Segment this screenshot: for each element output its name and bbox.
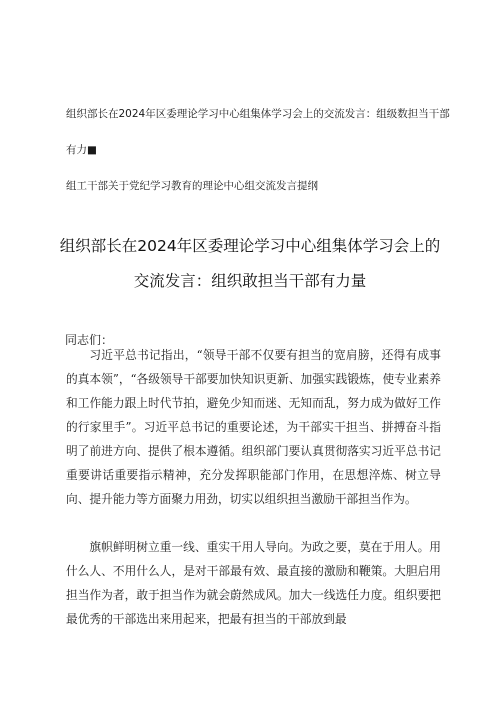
toc-entry-1-line-2[interactable]: 有力■ <box>66 144 97 156</box>
body-paragraph-2: 旗帜鲜明树立重一线、重实干用人导向。为政之要，莫在于用人。用什么人、不用什么人，是对干部最有效、最直接的激励和鞭策。大胆启用担当作为者，敢于担当作为就会蔚然成风。加大一线选任力度。组织要把最优秀的干部选出来用起来，把最有担当的干部放到最 <box>66 540 441 626</box>
body-paragraph-1: 习近平总书记指出，“领导干部不仅要有担当的宽肩膀，还得有成事的真本领”，“各级领导干部要加快知识更新、加强实践锻炼，使专业素养和工作能力跟上时代节拍，避免少知而迷、无知而乱，努力成为做好工作的行家里手”。习近平总书记的重要论述，为干部实干担当、拼搏奋斗指明了前进方向、提供了根本遵循。组织部门要认真贯彻落实习近平总书记重要讲话重要指示精神，充分发挥职能部门作用，在思想淬炼、树立导向、提升能力等方面聚力用劲，切实以组织担当激励干部担当作为。 <box>66 348 441 506</box>
toc-entry-1-line-1[interactable]: 组织部长在2024年区委理论学习中心组集体学习会上的交流发言：组级数担当干部 <box>66 108 450 120</box>
document-title-line-1: 组织部长在2024年区委理论学习中心组集体学习会上的 <box>59 237 441 255</box>
salutation: 同志们： <box>65 333 114 347</box>
toc-entry-2[interactable]: 组工干部关于党纪学习教育的理论中心组交流发言提纲 <box>66 180 318 192</box>
document-title-line-2: 交流发言：组织敢担当干部有力量 <box>133 272 367 290</box>
